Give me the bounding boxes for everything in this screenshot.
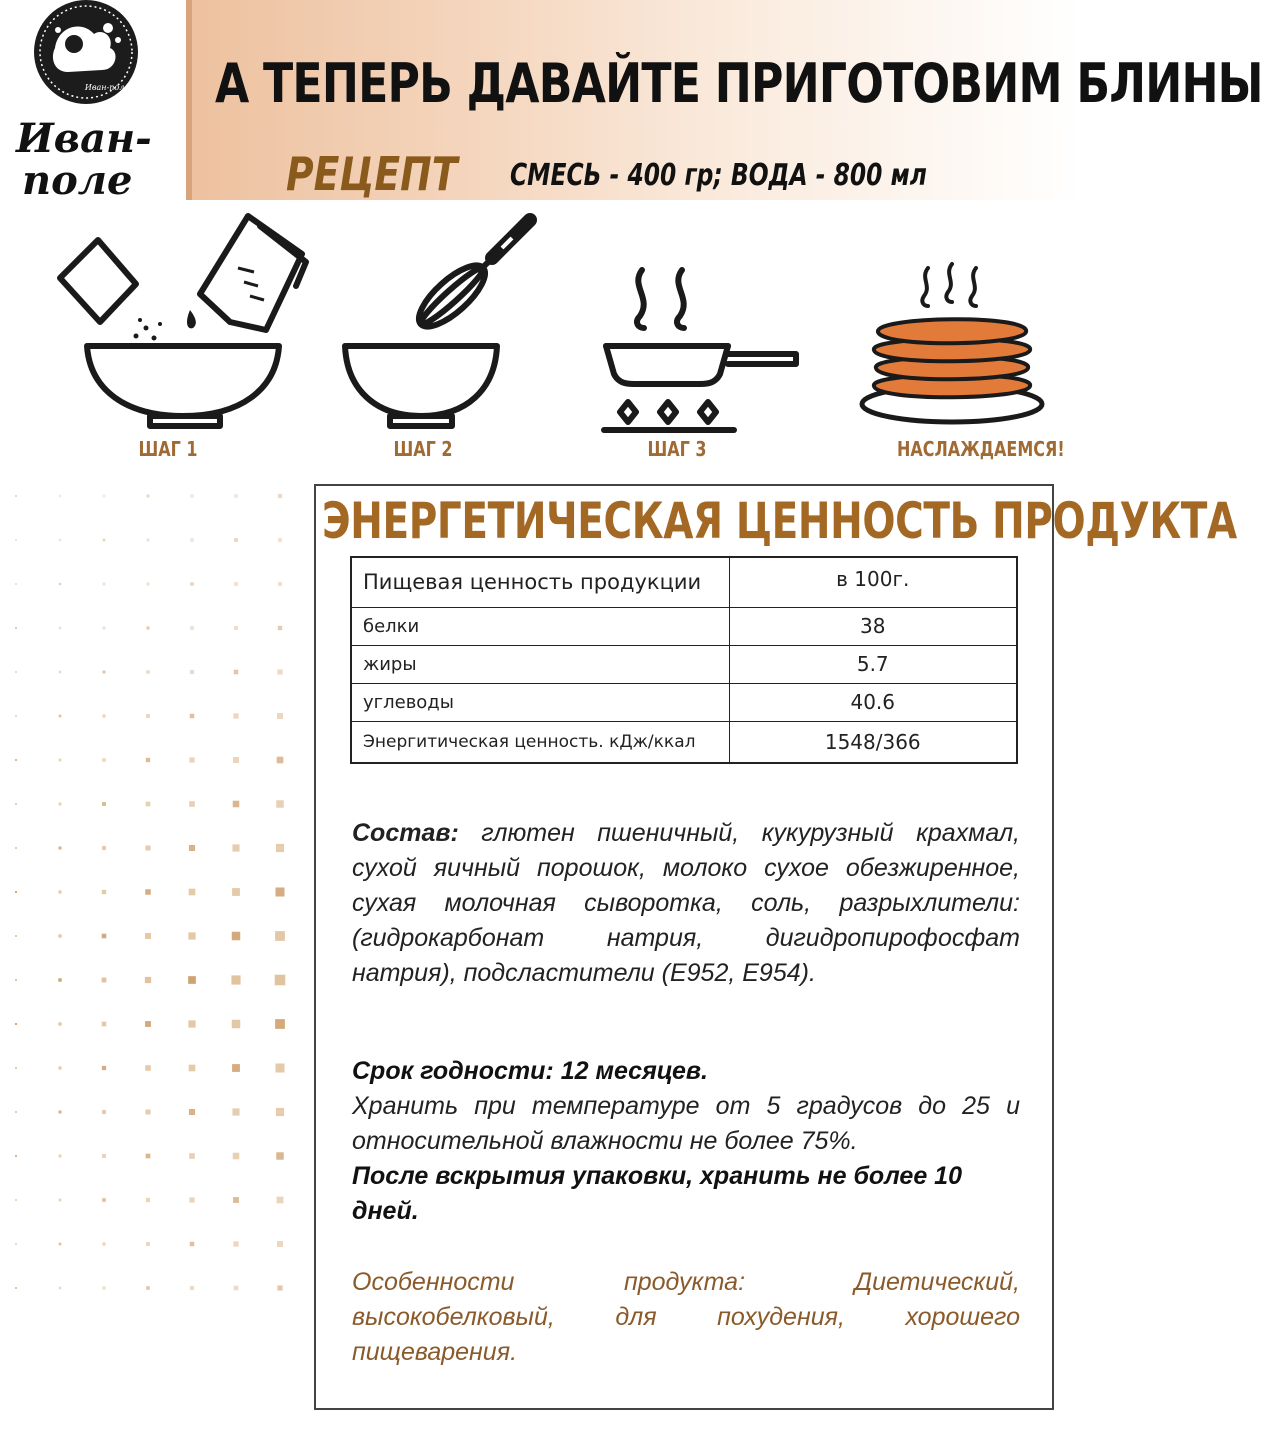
decorative-dot [234, 670, 239, 675]
energy-title: ЭНЕРГЕТИЧЕСКАЯ ЦЕННОСТЬ ПРОДУКТА [322, 492, 1237, 550]
after-opening-note: После вскрытия упаковки, хранить не более 10 дней. [352, 1162, 962, 1225]
decorative-dot [146, 538, 149, 541]
decorative-dot [15, 979, 17, 981]
decorative-dot [102, 1242, 105, 1245]
decorative-dot [232, 1064, 240, 1072]
decorative-dot [59, 1155, 62, 1158]
decorative-dot [15, 759, 17, 761]
decorative-dot [59, 495, 61, 497]
decorative-dot [15, 1067, 17, 1069]
decorative-dot [189, 801, 195, 807]
decorative-dot [15, 1287, 17, 1289]
decorative-dot [102, 846, 106, 850]
decorative-dot [59, 1243, 62, 1246]
storage-conditions: Хранить при температуре от 5 градусов до 25 и относительной влажности не более 75%. [352, 1092, 1020, 1155]
decorative-dot [146, 1198, 150, 1202]
decorative-dot [145, 889, 151, 895]
composition-text [352, 816, 1020, 991]
bowl-with-powder-and-water-icon [50, 212, 330, 434]
decorative-dot [190, 494, 193, 497]
decorative-dot [102, 978, 107, 983]
recipe-label: РЕЦЕПТ [286, 147, 458, 201]
decorative-dot [58, 1022, 61, 1025]
decorative-dot [58, 890, 61, 893]
decorative-dot [275, 975, 286, 986]
decorative-dot [278, 626, 282, 630]
decorative-dot [15, 1243, 17, 1245]
shelf-life-title: Срок годности: 12 месяцев. [352, 1057, 708, 1085]
decorative-dot [102, 890, 106, 894]
decorative-dot [276, 1152, 283, 1159]
decorative-dot [15, 1155, 17, 1157]
decorative-dot [15, 715, 17, 717]
decorative-dot [188, 932, 195, 939]
decorative-dot [278, 538, 282, 542]
decorative-dot [145, 977, 151, 983]
decorative-dot [58, 1066, 61, 1069]
row-fat-name: жиры [351, 645, 729, 683]
decorative-dot [190, 714, 195, 719]
decorative-dot [15, 539, 17, 541]
decorative-dot [190, 626, 194, 630]
bowl-with-whisk-icon [330, 212, 530, 434]
decorative-dot [232, 1108, 239, 1115]
decorative-dot [15, 1199, 17, 1201]
composition-label: Состав: [352, 819, 459, 847]
decorative-dot [102, 1154, 106, 1158]
pancake-stack-icon [856, 262, 1048, 434]
decorative-dot [15, 891, 17, 893]
table-header-row [351, 557, 1017, 607]
decorative-dot [146, 1154, 151, 1159]
decorative-dot [58, 978, 61, 981]
decorative-dots-pattern [0, 480, 310, 1320]
decorative-dot [102, 670, 105, 673]
decorative-dot [190, 1242, 195, 1247]
decorative-dot [232, 1020, 240, 1028]
decorative-dot [232, 844, 239, 851]
decorative-dot [233, 713, 238, 718]
decorative-dot [59, 715, 62, 718]
decorative-dot [234, 494, 238, 498]
decorative-dot [189, 889, 196, 896]
table-header-value: в 100г. [729, 557, 1017, 607]
row-carbs-name: углеводы [351, 683, 729, 721]
decorative-dot [59, 1199, 62, 1202]
decorative-dot [146, 1242, 150, 1246]
decorative-dot [102, 1022, 107, 1027]
decorative-dot [275, 931, 285, 941]
decorative-dot [146, 626, 149, 629]
decorative-dot [276, 844, 284, 852]
decorative-dot [233, 1197, 239, 1203]
decorative-dot [103, 627, 106, 630]
decorative-dot [59, 583, 61, 585]
decorative-dot [103, 539, 106, 542]
decorative-dot [189, 1109, 195, 1115]
decorative-dot [58, 846, 61, 849]
decorative-dot [234, 626, 238, 630]
decorative-dot [59, 627, 61, 629]
decorative-dot [276, 1108, 284, 1116]
decorative-dot [189, 1065, 196, 1072]
decorative-dot [58, 934, 61, 937]
table-row [351, 721, 1017, 763]
table-header-name: Пищевая ценность продукции [351, 557, 729, 607]
decorative-dot [231, 975, 240, 984]
decorative-dot [277, 757, 284, 764]
decorative-dot [59, 539, 61, 541]
decorative-dot [102, 802, 106, 806]
page-title: А ТЕПЕРЬ ДАВАЙТЕ ПРИГОТОВИМ БЛИНЫ [215, 52, 1263, 115]
decorative-dot [189, 1197, 194, 1202]
decorative-dot [146, 714, 150, 718]
decorative-dot [15, 1111, 17, 1113]
decorative-dot [15, 583, 17, 585]
decorative-dot [233, 1241, 238, 1246]
decorative-dot [278, 582, 282, 586]
frying-pan-on-stove-icon [600, 262, 810, 434]
decorative-dot [190, 582, 193, 585]
decorative-dot [277, 669, 282, 674]
decorative-dot [146, 670, 150, 674]
step-1-label: ШАГ 1 [138, 437, 198, 461]
decorative-dot [146, 1286, 150, 1290]
decorative-dot [275, 1019, 285, 1029]
decorative-dot [59, 1287, 62, 1290]
step-2-label: ШАГ 2 [393, 437, 453, 461]
decorative-dot [102, 758, 106, 762]
row-protein-value: 38 [729, 607, 1017, 645]
composition-ingredients: глютен пшеничный, кукурузный крахмал, сухой яичный порошок, молоко сухое обезжиренное, сухая молочная сыворотка, соль, разрыхлители: (гидрокарбонат натрия, дигидропирофосфат натрия), подсластители (E952, E954). [352, 819, 1020, 987]
decorative-dot [103, 495, 106, 498]
decorative-dot [189, 845, 195, 851]
decorative-dot [233, 1153, 240, 1160]
decorative-dot [145, 845, 150, 850]
decorative-dot [189, 1153, 195, 1159]
decorative-dot [234, 582, 238, 586]
step-3-label: ШАГ 3 [647, 437, 707, 461]
decorative-dot [102, 1286, 105, 1289]
decorative-dot [190, 1286, 194, 1290]
decorative-dot [145, 933, 151, 939]
decorative-dot [277, 1197, 284, 1204]
decorative-dot [59, 759, 62, 762]
table-row [351, 607, 1017, 645]
row-protein-name: белки [351, 607, 729, 645]
decorative-dot [102, 934, 107, 939]
decorative-dot [103, 583, 106, 586]
decorative-dot [277, 1285, 282, 1290]
decorative-dot [15, 495, 17, 497]
decorative-dot [275, 887, 284, 896]
brand-logo [10, 0, 180, 210]
decorative-dot [58, 1110, 61, 1113]
decorative-dot [102, 1066, 106, 1070]
decorative-dot [102, 1110, 106, 1114]
decorative-dot [102, 714, 105, 717]
decorative-dot [15, 671, 17, 673]
row-carbs-value: 40.6 [729, 683, 1017, 721]
decorative-dot [59, 803, 62, 806]
step-4-label: НАСЛАЖДАЕМСЯ! [897, 437, 1065, 461]
decorative-dot [15, 627, 17, 629]
decorative-dot [233, 757, 239, 763]
decorative-dot [276, 800, 283, 807]
decorative-dot [188, 1020, 195, 1027]
header-divider [186, 0, 192, 200]
row-energy-name: Энергитическая ценность. кДж/ккал [351, 721, 729, 763]
decorative-dot [15, 1023, 17, 1025]
decorative-dot [146, 802, 151, 807]
recipe-amounts: СМЕСЬ - 400 гр; ВОДА - 800 мл [510, 158, 927, 193]
decorative-dot [145, 1065, 151, 1071]
decorative-dot [278, 494, 282, 498]
decorative-dot [190, 670, 194, 674]
decorative-dot [146, 758, 150, 762]
decorative-dot [146, 582, 149, 585]
row-energy-value: 1548/366 [729, 721, 1017, 763]
decorative-dot [233, 801, 240, 808]
decorative-dot [15, 803, 17, 805]
decorative-dot [59, 671, 62, 674]
table-row [351, 645, 1017, 683]
brand-name-line2: поле [22, 157, 133, 204]
decorative-dot [277, 1241, 283, 1247]
decorative-dot [189, 757, 194, 762]
decorative-dot [15, 847, 17, 849]
product-features: Особенности продукта: Диетический, высокобелковый, для похудения, хорошего пищеварения. [352, 1268, 1020, 1366]
decorative-dot [277, 713, 283, 719]
decorative-dot [275, 1063, 284, 1072]
decorative-dot [145, 1109, 150, 1114]
shelf-life-block [352, 1054, 1020, 1229]
table-row [351, 683, 1017, 721]
nutrition-table [350, 556, 1018, 764]
decorative-dot [15, 935, 17, 937]
decorative-dot [232, 888, 240, 896]
brand-seal-text: Иван-поле [84, 83, 130, 92]
decorative-dot [234, 1286, 239, 1291]
decorative-dot [145, 1021, 151, 1027]
decorative-dot [234, 538, 238, 542]
brand-name-line1: Иван- [16, 115, 152, 162]
decorative-dot [190, 538, 193, 541]
decorative-dot [146, 494, 149, 497]
decorative-dot [232, 932, 240, 940]
decorative-dot [188, 976, 196, 984]
decorative-dot [102, 1198, 106, 1202]
row-fat-value: 5.7 [729, 645, 1017, 683]
